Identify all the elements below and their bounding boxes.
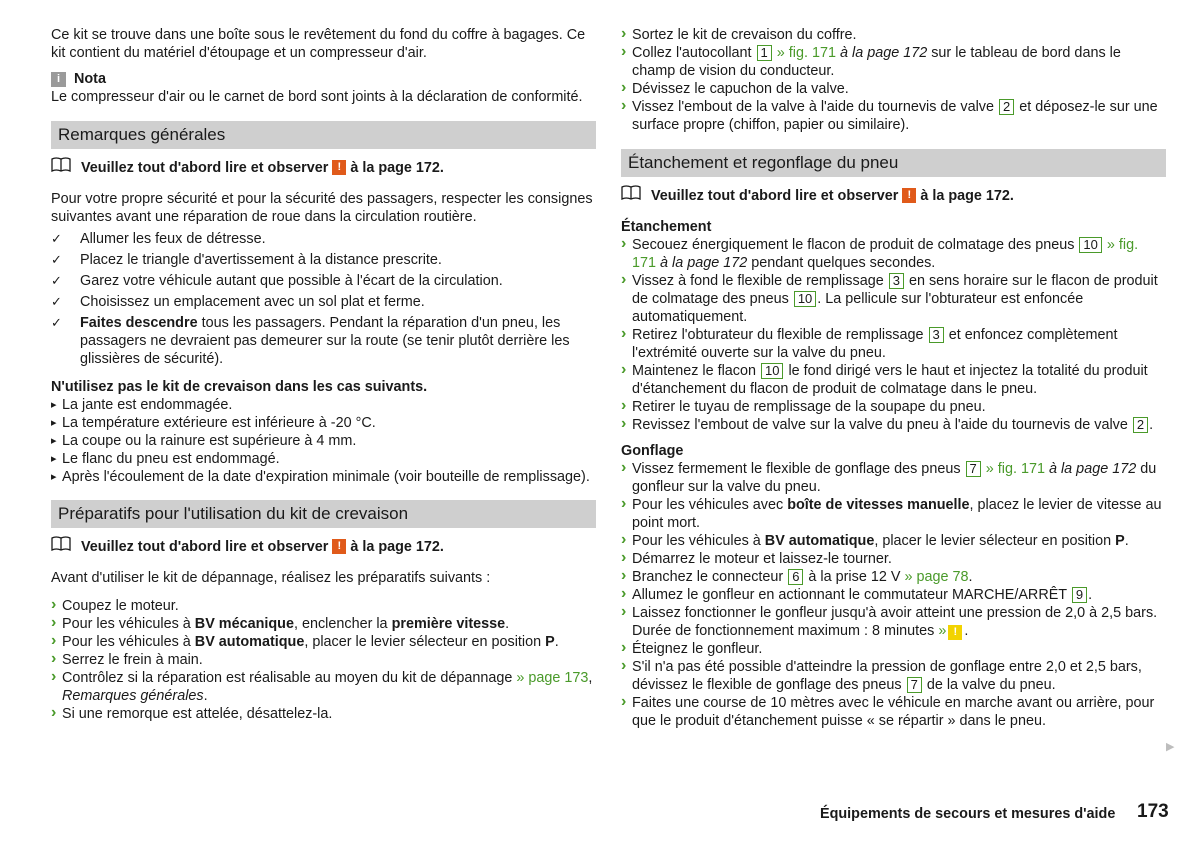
note-text: Le compresseur d'air ou le carnet de bord sont joints à la déclaration de conformité.	[51, 89, 583, 105]
not-use-item: ▸ Le flanc du pneu est endommagé.	[51, 450, 596, 468]
step-item	[621, 44, 1166, 80]
figure-reference-link[interactable]: » fig. 171	[772, 45, 840, 61]
step-item: › Retirer le tuyau de remplissage de la soupape du pneu.	[621, 398, 1166, 416]
step-text: Laissez fonctionner le gonfleur jusqu'à avoir atteint une pression de 2,0 à 2,5 bars. Durée de fonctionnement maximum : 8 minutes	[632, 605, 1158, 639]
read-first-page: à la page 172.	[350, 159, 444, 176]
step-text: Allumez le gonfleur en actionnant le commutateur MARCHE/ARRÊT	[632, 587, 1071, 603]
not-use-title: N'utilisez pas le kit de crevaison dans les cas suivants.	[51, 379, 428, 395]
check-item: ✓ Garez votre véhicule autant que possible à l'écart de la circulation.	[51, 272, 596, 290]
section-heading-sealing: Étanchement et regonflage du pneu	[621, 149, 1166, 177]
not-use-list	[51, 396, 596, 486]
step-item	[51, 615, 596, 633]
page-number: 173	[1137, 801, 1169, 822]
step-item: › Dévissez le capuchon de la valve.	[621, 80, 1166, 98]
not-use-item: ▸ Après l'écoulement de la date d'expiration minimale (voir bouteille de remplissage).	[51, 468, 596, 486]
read-first-text: Veuillez tout d'abord lire et observer	[81, 538, 329, 555]
section-heading-preparation: Préparatifs pour l'utilisation du kit de crevaison	[51, 500, 596, 528]
figure-reference-link[interactable]: » fig. 171	[632, 237, 1139, 271]
step-text: pendant quelques secondes.	[747, 255, 936, 271]
step-text: Branchez le connecteur	[632, 569, 788, 585]
warning-icon: !	[332, 160, 346, 175]
step-item	[621, 236, 1166, 272]
callout-number: 1	[757, 45, 772, 61]
check-item: ✓ Placez le triangle d'avertissement à la distance prescrite.	[51, 251, 596, 269]
step-item: › Faites une course de 10 mètres avec le véhicule en marche avant ou arrière, pour que le produit d'étanchement puisse « se répartir » dans le pneu.	[621, 694, 1166, 730]
step-text: Secouez énergiquement le flacon de produit de colmatage des pneus	[632, 237, 1079, 253]
continue-arrow-icon: ▶	[1166, 741, 1175, 753]
safety-paragraph: Pour votre propre sécurité et pour la sécurité des passagers, respecter les consignes suivantes avant une réparation de roue dans la circulation routière.	[51, 191, 593, 225]
subheading-sealing: Étanchement	[621, 219, 712, 235]
warning-icon: !	[902, 188, 916, 203]
step-text: .	[1124, 533, 1129, 549]
step-text: .	[554, 634, 559, 650]
not-use-item: ▸ La température extérieure est inférieure à -20 °C.	[51, 414, 596, 432]
step-text: .	[1149, 417, 1154, 433]
step-text: le fond dirigé vers le haut et injectez la totalité du produit d'étanchement du flacon de produit de colmatage dans le pneu.	[632, 363, 1148, 397]
not-use-item: ▸ La jante est endommagée.	[51, 396, 596, 414]
step-item	[621, 272, 1166, 326]
step-text: .	[1088, 587, 1093, 603]
check-item: ✓ Allumer les feux de détresse.	[51, 230, 596, 248]
step-text: , enclencher la	[293, 616, 392, 632]
step-text: et enfoncez complètement l'extrémité ouverte sur la valve du pneu.	[632, 327, 1118, 361]
step-item	[621, 98, 1166, 134]
read-first-text: Veuillez tout d'abord lire et observer	[651, 187, 899, 204]
step-text: S'il n'a pas été possible d'atteindre la pression de gonflage entre 2,0 et 2,5 bars, dévissez le flexible de gonflage des pneus	[632, 659, 1142, 693]
step-item	[621, 416, 1166, 434]
step-text: en sens horaire sur le flacon de produit de colmatage des pneus	[632, 273, 1158, 307]
step-text: .	[505, 616, 510, 632]
callout-number: 3	[929, 327, 944, 343]
step-item	[621, 532, 1166, 550]
step-item	[621, 604, 1166, 640]
step-item	[621, 326, 1166, 362]
step-bold: BV automatique	[194, 634, 305, 650]
callout-number: 6	[788, 569, 803, 585]
footer-section-title: Équipements de secours et mesures d'aide	[820, 806, 1116, 822]
read-first-notice	[51, 536, 596, 557]
step-text: . La pellicule sur l'obturateur est enfoncée automatiquement.	[632, 291, 1084, 325]
step-text: ,	[588, 670, 593, 686]
note-title: Nota	[74, 71, 106, 87]
step-item: › Serrez le frein à main.	[51, 651, 596, 669]
step-item: › Si une remorque est attelée, désattelez-la.	[51, 705, 596, 723]
check-bold: Faites descendre	[80, 315, 198, 331]
callout-number: 10	[794, 291, 816, 307]
step-text: et déposez-le sur une surface propre (chiffon, papier ou similaire).	[632, 99, 1158, 133]
step-text: , placez le levier de vitesse au point mort.	[632, 497, 1162, 531]
book-icon	[51, 157, 73, 178]
step-text: Collez l'autocollant	[632, 45, 756, 61]
page-reference-link[interactable]: » page 173	[516, 670, 589, 686]
callout-number: 10	[1079, 237, 1101, 253]
preparation-steps	[51, 597, 596, 723]
step-text: , placer le levier sélecteur en position	[874, 533, 1116, 549]
intro-paragraph: Ce kit se trouve dans une boîte sous le revêtement du fond du coffre à bagages. Ce kit contient du matériel d'étoupage et un compresseur d'air.	[51, 27, 586, 61]
callout-number: 9	[1072, 587, 1087, 603]
step-text: , placer le levier sélecteur en position	[304, 634, 546, 650]
step-text: de la valve du pneu.	[922, 677, 1056, 693]
checklist	[51, 230, 596, 368]
step-text: Revissez l'embout de valve sur la valve du pneu à l'aide du tournevis de valve	[632, 417, 1132, 433]
step-item	[621, 496, 1166, 532]
check-text: tous les passagers. Pendant la réparation d'un pneu, les passagers ne devraient pas demeurer sur la route (se tenir plutôt derrière les glissières de sécurité).	[80, 315, 570, 367]
step-item: › Démarrez le moteur et laissez-le tourner.	[621, 550, 1166, 568]
info-icon: i	[51, 72, 66, 87]
step-text: Pour les véhicules à	[62, 634, 195, 650]
check-item: ✓ Choisissez un emplacement avec un sol plat et ferme.	[51, 293, 596, 311]
read-first-page: à la page 172.	[920, 187, 1014, 204]
callout-number: 2	[1133, 417, 1148, 433]
read-first-notice	[621, 185, 1166, 206]
note-box	[51, 70, 596, 106]
step-text: Vissez l'embout de la valve à l'aide du tournevis de valve	[632, 99, 999, 115]
step-text: Pour les véhicules à	[62, 616, 195, 632]
step-text: à la prise 12 V	[804, 569, 905, 585]
step-item	[621, 460, 1166, 496]
left-column	[51, 26, 596, 723]
step-text: Pour les véhicules à	[632, 533, 765, 549]
step-bold: boîte de vitesses manuelle	[787, 497, 970, 513]
figure-reference-link[interactable]: » fig. 171	[981, 461, 1049, 477]
check-item	[51, 314, 596, 368]
read-first-notice	[51, 157, 596, 178]
callout-number: 7	[907, 677, 922, 693]
step-italic: Remarques générales	[62, 688, 204, 704]
step-text: sur le tableau de bord dans le champ de vision du conducteur.	[632, 45, 1121, 79]
read-first-page: à la page 172.	[350, 538, 444, 555]
step-item: › Coupez le moteur.	[51, 597, 596, 615]
right-column	[621, 26, 1166, 730]
preparation-paragraph: Avant d'utiliser le kit de dépannage, réalisez les préparatifs suivants :	[51, 570, 491, 586]
step-item	[621, 568, 1166, 586]
step-item: › Sortez le kit de crevaison du coffre.	[621, 26, 1166, 44]
step-item	[51, 633, 596, 651]
step-text: .	[968, 569, 973, 585]
step-italic: à la page 172	[840, 45, 928, 61]
step-text: Pour les véhicules avec	[632, 497, 788, 513]
step-bold: P	[1115, 533, 1125, 549]
step-text: Maintenez le flacon	[632, 363, 760, 379]
step-italic: à la page 172	[660, 255, 748, 271]
subheading-inflation: Gonflage	[621, 443, 684, 459]
step-bold: BV automatique	[764, 533, 875, 549]
inflation-steps	[621, 460, 1166, 730]
step-item	[621, 586, 1166, 604]
note-header	[51, 70, 596, 88]
callout-number: 3	[889, 273, 904, 289]
page-reference-link[interactable]: » page 78	[904, 569, 969, 585]
book-icon	[51, 536, 73, 557]
kit-steps	[621, 26, 1166, 134]
section-heading-general: Remarques générales	[51, 121, 596, 149]
warning-icon: !	[332, 539, 346, 554]
warning-reference-link[interactable]: »	[938, 623, 947, 639]
step-item: › Éteignez le gonfleur.	[621, 640, 1166, 658]
step-text: Contrôlez si la réparation est réalisable au moyen du kit de dépannage	[62, 670, 517, 686]
book-icon	[621, 185, 643, 206]
callout-number: 2	[999, 99, 1014, 115]
step-text: .	[964, 623, 969, 639]
step-text: Retirez l'obturateur du flexible de remplissage	[632, 327, 928, 343]
step-text: Vissez fermement le flexible de gonflage des pneus	[632, 461, 965, 477]
sealing-steps	[621, 236, 1166, 434]
step-text: Vissez à fond le flexible de remplissage	[632, 273, 888, 289]
step-italic: à la page 172	[1048, 461, 1137, 477]
callout-number: 7	[966, 461, 981, 477]
step-item	[621, 362, 1166, 398]
read-first-text: Veuillez tout d'abord lire et observer	[81, 159, 329, 176]
step-item	[621, 658, 1166, 694]
callout-number: 10	[761, 363, 783, 379]
step-bold: première vitesse	[391, 616, 506, 632]
step-item	[51, 669, 596, 705]
caution-icon: !	[948, 625, 962, 640]
step-bold: P	[545, 634, 555, 650]
step-bold: BV mécanique	[194, 616, 294, 632]
not-use-item: ▸ La coupe ou la rainure est supérieure à 4 mm.	[51, 432, 596, 450]
step-text: du gonfleur sur la valve du pneu.	[632, 461, 1157, 495]
step-text: .	[203, 688, 208, 704]
